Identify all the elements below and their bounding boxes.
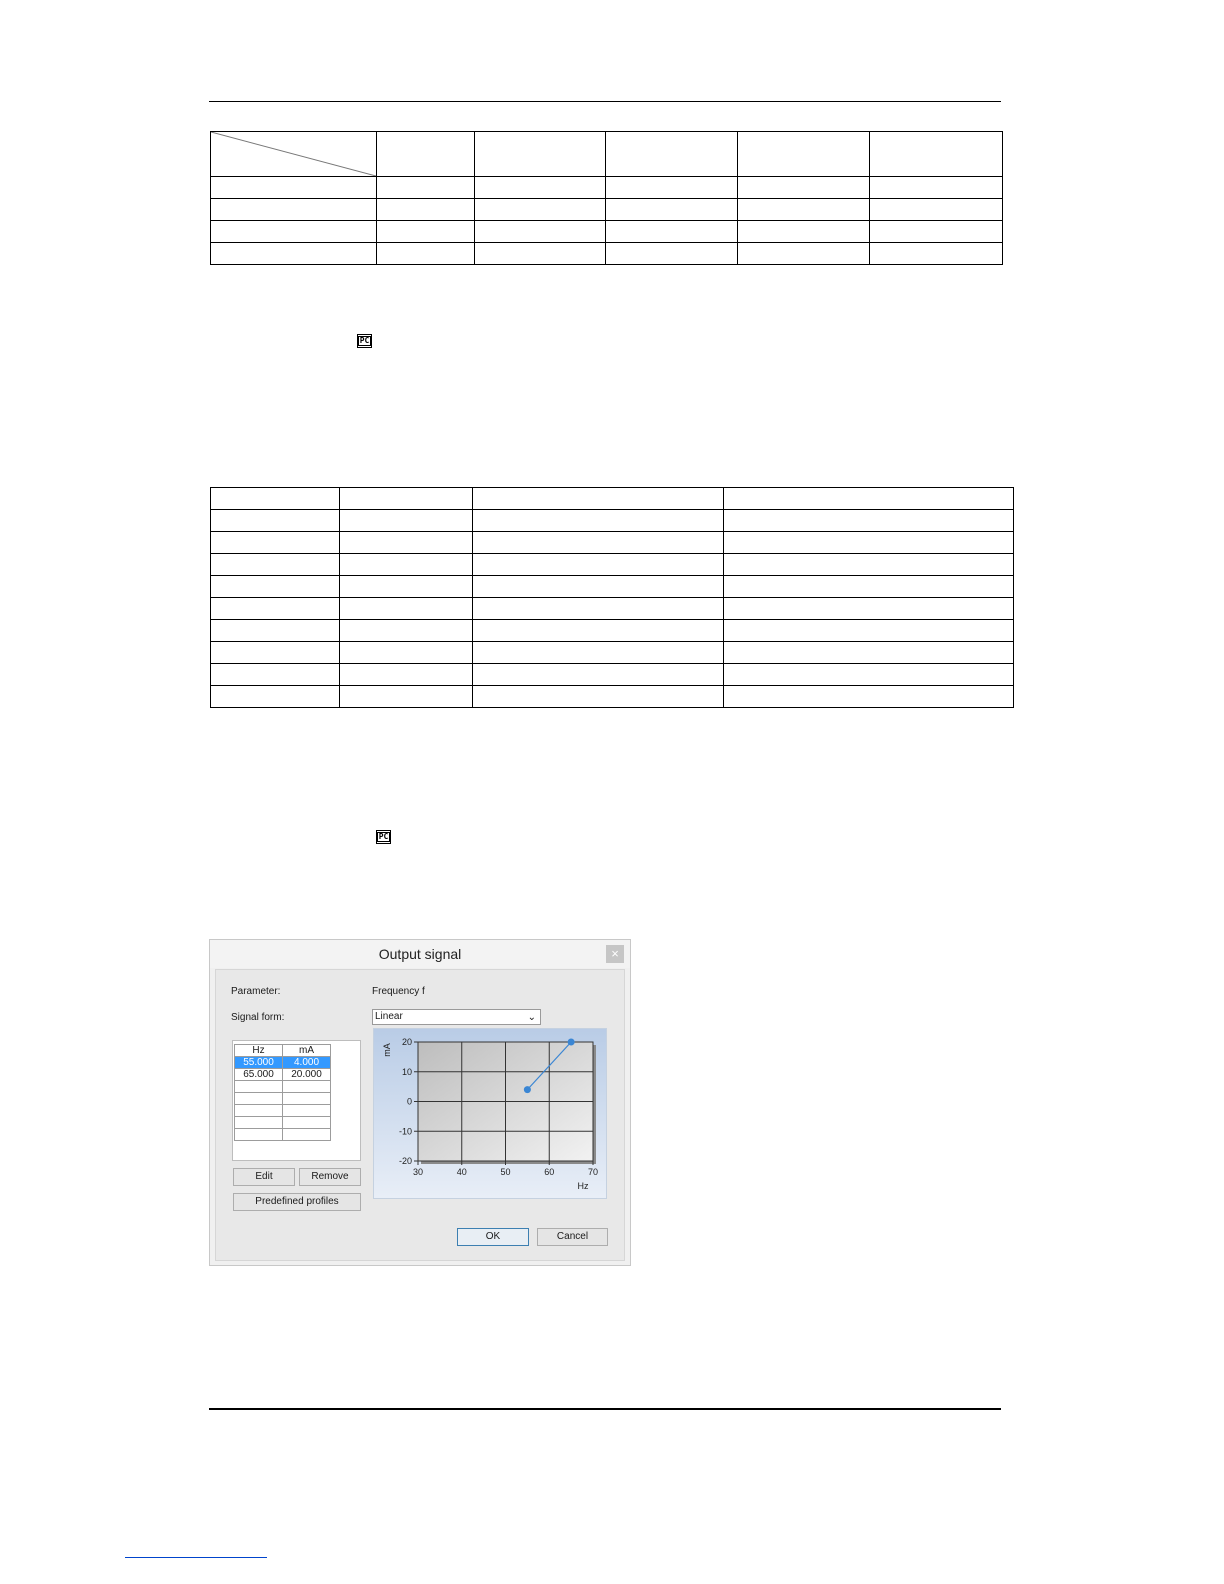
- x-axis-label: Hz: [577, 1181, 589, 1191]
- table-cell: [473, 532, 724, 554]
- table-row: [211, 554, 1014, 576]
- x-tick-label: 40: [456, 1167, 467, 1177]
- table-cell: [870, 199, 1003, 221]
- table-cell: [211, 532, 340, 554]
- column-header-ma: mA: [283, 1045, 331, 1057]
- table-cell: [473, 620, 724, 642]
- table-cell: [606, 243, 738, 265]
- table-cell: [724, 642, 1014, 664]
- diagonal-header-cell: [211, 132, 377, 177]
- table-cell: [473, 554, 724, 576]
- table-row: [211, 510, 1014, 532]
- table-row[interactable]: [235, 1129, 331, 1141]
- table-cell: [473, 642, 724, 664]
- table-cell: [211, 488, 340, 510]
- y-tick-label: 10: [401, 1066, 412, 1077]
- cell-hz: [235, 1093, 283, 1105]
- footer-rule: [209, 1408, 1001, 1410]
- x-tick-label: 50: [500, 1167, 511, 1177]
- y-tick-label: -10: [398, 1126, 412, 1137]
- cell-hz: [235, 1129, 283, 1141]
- table-row: [211, 177, 1003, 199]
- table-cell: [340, 576, 473, 598]
- data-point: [568, 1039, 575, 1046]
- signal-form-label: Signal form:: [231, 1012, 285, 1023]
- cell-hz: [235, 1081, 283, 1093]
- table-cell: [475, 221, 606, 243]
- dialog-titlebar: [210, 940, 630, 968]
- table-row: [211, 221, 1003, 243]
- table-cell: [340, 488, 473, 510]
- x-tick-label: 70: [587, 1167, 599, 1177]
- y-tick-label: 0: [406, 1096, 412, 1107]
- header-rule: [209, 101, 1001, 102]
- table-cell: [738, 221, 870, 243]
- table-row[interactable]: [235, 1093, 331, 1105]
- table-cell: [475, 243, 606, 265]
- table-cell: [870, 132, 1003, 177]
- table-cell: [724, 532, 1014, 554]
- cell-ma: [283, 1117, 331, 1129]
- table-cell: [724, 686, 1014, 708]
- table-cell: [211, 686, 340, 708]
- table-cell: [340, 598, 473, 620]
- table-cell: [340, 554, 473, 576]
- table-row: [211, 532, 1014, 554]
- table-row: [211, 664, 1014, 686]
- points-list[interactable]: [232, 1040, 361, 1161]
- table-cell: [211, 598, 340, 620]
- table-cell: [724, 488, 1014, 510]
- points-table: [234, 1044, 331, 1141]
- footnote-link-underline: [125, 1557, 267, 1558]
- table-cell: [377, 243, 475, 265]
- table-cell: [340, 620, 473, 642]
- signal-chart-svg: [374, 1029, 608, 1200]
- table-cell: [340, 510, 473, 532]
- table-cell: [211, 664, 340, 686]
- ok-button[interactable]: OK: [457, 1228, 529, 1246]
- close-button[interactable]: ×: [606, 945, 624, 963]
- cell-hz: [235, 1105, 283, 1117]
- table-cell: [738, 177, 870, 199]
- cell-ma: [283, 1081, 331, 1093]
- table-cell: [606, 221, 738, 243]
- table-lower: [210, 487, 1014, 708]
- table-cell: [473, 488, 724, 510]
- table-cell: [340, 532, 473, 554]
- table-row: [211, 642, 1014, 664]
- table-cell: [377, 177, 475, 199]
- dialog-body: [215, 969, 625, 1261]
- y-tick-label: 20: [401, 1037, 412, 1047]
- table-cell: [473, 686, 724, 708]
- table-cell: [211, 642, 340, 664]
- column-header-hz: Hz: [235, 1045, 283, 1057]
- table-row: [211, 620, 1014, 642]
- table-cell: [211, 177, 377, 199]
- x-tick-label: 30: [412, 1167, 424, 1177]
- table-cell: [475, 132, 606, 177]
- table-cell: [211, 576, 340, 598]
- data-point: [524, 1086, 531, 1093]
- table-cell: [340, 664, 473, 686]
- table-cell: [606, 132, 738, 177]
- table-row[interactable]: [235, 1069, 331, 1081]
- table-cell: [870, 221, 1003, 243]
- table-cell: [724, 510, 1014, 532]
- table-row: [211, 488, 1014, 510]
- table-row[interactable]: [235, 1081, 331, 1093]
- table-row: [211, 199, 1003, 221]
- parameter-value: Frequency f: [372, 986, 425, 997]
- table-cell: [211, 510, 340, 532]
- table-cell: [340, 686, 473, 708]
- cancel-button[interactable]: Cancel: [537, 1228, 608, 1246]
- table-cell: [475, 177, 606, 199]
- x-tick-label: 60: [544, 1167, 555, 1177]
- table-row: [211, 598, 1014, 620]
- output-signal-dialog: [209, 939, 631, 1266]
- cell-ma: [283, 1129, 331, 1141]
- table-cell: [606, 199, 738, 221]
- chevron-down-icon: ⌄: [527, 1012, 536, 1023]
- table-cell: [473, 598, 724, 620]
- table-cell: [738, 132, 870, 177]
- table-cell: [377, 132, 475, 177]
- table-cell: [211, 199, 377, 221]
- pc-icon: PC: [357, 334, 372, 348]
- table-row: [211, 243, 1003, 265]
- table-row[interactable]: [235, 1105, 331, 1117]
- predefined-profiles-button[interactable]: Predefined profiles: [233, 1193, 361, 1211]
- table-cell: [377, 199, 475, 221]
- cell-ma: 4.000: [283, 1057, 331, 1069]
- cell-hz: 65.000: [235, 1069, 283, 1081]
- cell-hz: [235, 1117, 283, 1129]
- table-cell: [724, 554, 1014, 576]
- table-row[interactable]: [235, 1117, 331, 1129]
- table-cell: [473, 664, 724, 686]
- remove-button[interactable]: Remove: [299, 1168, 361, 1186]
- y-axis-label: mA: [382, 1043, 392, 1057]
- table-cell: [377, 221, 475, 243]
- table-row[interactable]: [235, 1057, 331, 1069]
- table-cell: [211, 620, 340, 642]
- table-cell: [738, 243, 870, 265]
- signal-chart: [373, 1028, 607, 1199]
- table-cell: [473, 510, 724, 532]
- dialog-title: Output signal: [378, 946, 462, 962]
- edit-button[interactable]: Edit: [233, 1168, 295, 1186]
- table-cell: [211, 221, 377, 243]
- cell-ma: 20.000: [283, 1069, 331, 1081]
- y-tick-label: -20: [398, 1156, 412, 1166]
- table-cell: [724, 664, 1014, 686]
- table-cell: [738, 199, 870, 221]
- table-cell: [475, 199, 606, 221]
- table-upper: [210, 131, 1003, 265]
- table-cell: [724, 598, 1014, 620]
- table-cell: [724, 576, 1014, 598]
- parameter-label: Parameter:: [231, 986, 281, 997]
- table-cell: [870, 177, 1003, 199]
- cell-ma: [283, 1093, 331, 1105]
- signal-form-value: Linear: [375, 1011, 403, 1022]
- table-header-row: [235, 1045, 331, 1057]
- pc-icon: PC: [376, 830, 391, 844]
- table-cell: [870, 243, 1003, 265]
- table-row: [211, 576, 1014, 598]
- cell-ma: [283, 1105, 331, 1117]
- table-row: [211, 132, 1003, 177]
- table-row: [211, 686, 1014, 708]
- signal-form-select[interactable]: [372, 1009, 541, 1025]
- table-cell: [211, 243, 377, 265]
- table-cell: [211, 554, 340, 576]
- table-cell: [606, 177, 738, 199]
- table-cell: [340, 642, 473, 664]
- table-cell: [473, 576, 724, 598]
- table-cell: [724, 620, 1014, 642]
- cell-hz: 55.000: [235, 1057, 283, 1069]
